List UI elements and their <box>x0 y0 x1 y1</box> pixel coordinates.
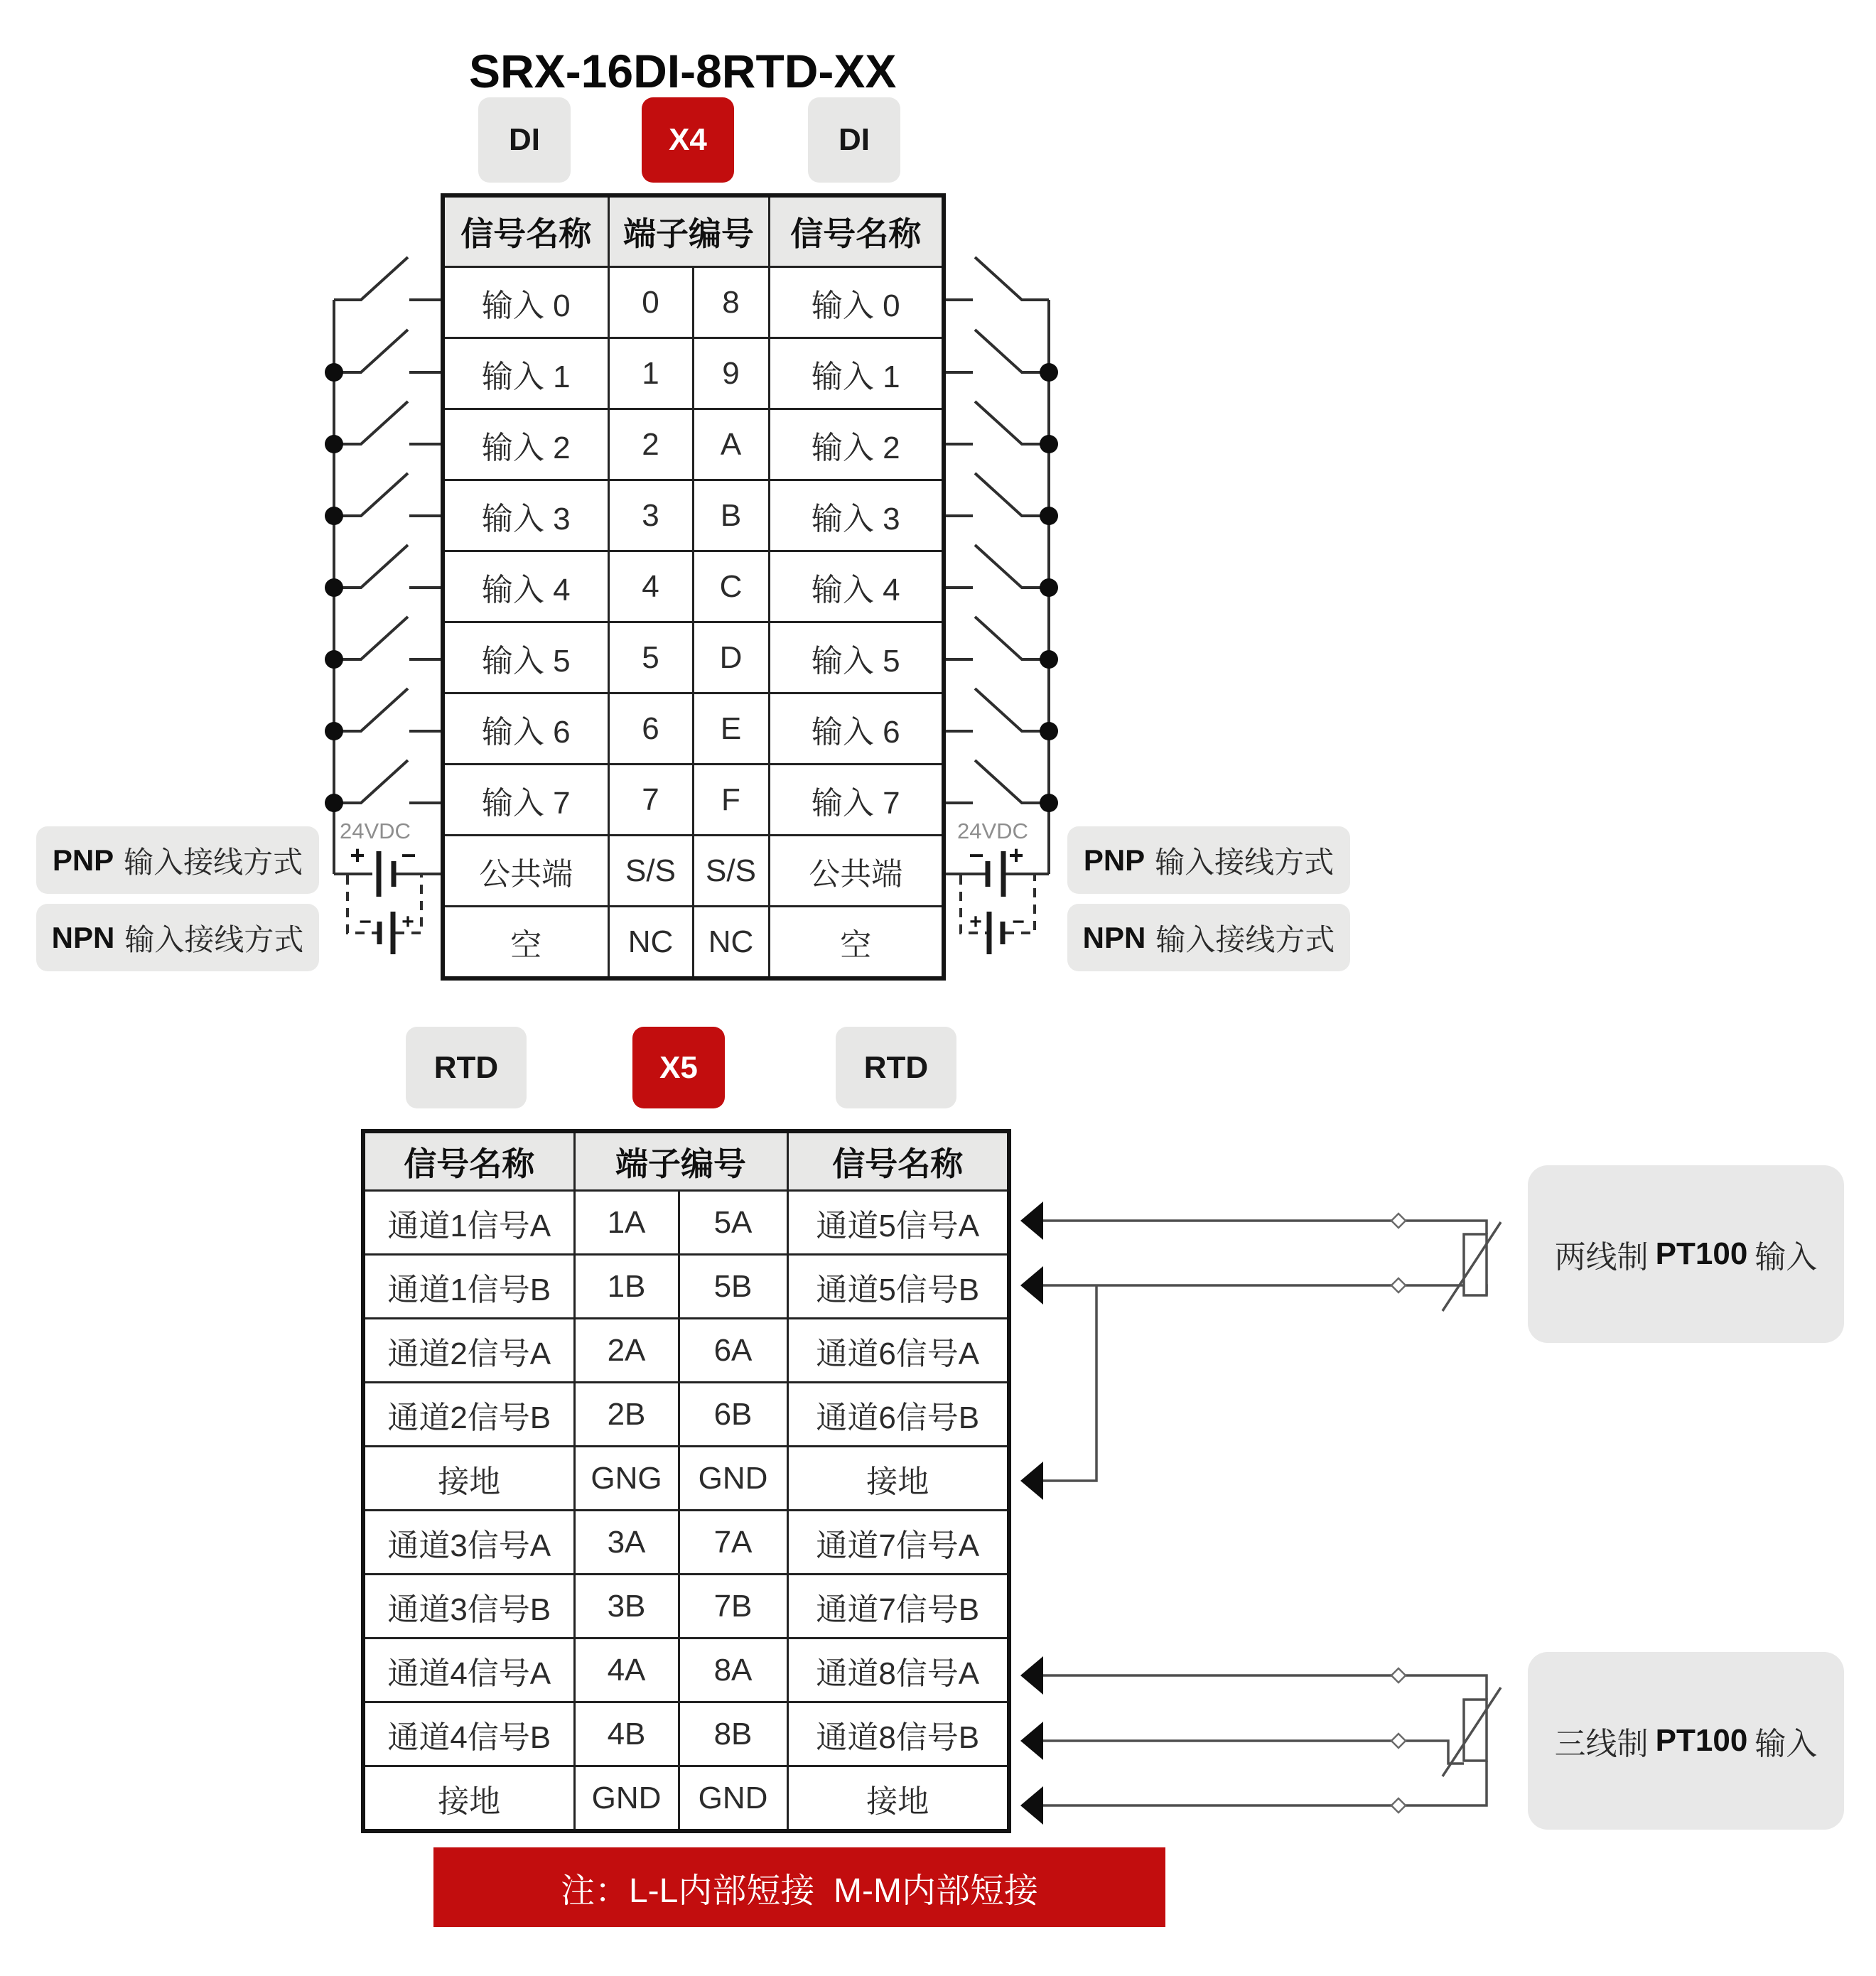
column-header: 信号名称 <box>443 195 608 267</box>
table-cell: F <box>693 765 769 836</box>
table-cell: 7 <box>608 765 693 836</box>
pt100-label: PT100 <box>1655 1236 1748 1271</box>
column-header: 信号名称 <box>363 1131 574 1191</box>
table-cell: 公共端 <box>443 836 608 907</box>
two-wire-pt100-circuit <box>1020 1202 1501 1500</box>
header-row <box>363 1131 1009 1191</box>
table-cell: 输入 1 <box>769 338 944 409</box>
table-cell: 通道6信号B <box>787 1383 1009 1447</box>
junction-dot <box>325 578 343 597</box>
table-row <box>443 338 944 409</box>
table-cell: 3A <box>574 1511 679 1575</box>
table-cell: 4 <box>608 551 693 622</box>
table-row <box>363 1383 1009 1447</box>
table-cell: 1A <box>574 1191 679 1255</box>
wire-connector-diamond <box>1391 1278 1406 1292</box>
table-row <box>443 409 944 480</box>
table-row <box>443 765 944 836</box>
table-cell: 输入 0 <box>443 267 608 338</box>
table-cell: 2B <box>574 1383 679 1447</box>
table-row <box>443 907 944 979</box>
label-post: 输入 <box>1754 1240 1818 1275</box>
table-cell: 8B <box>679 1702 787 1766</box>
three-wire-pt100-circuit <box>1020 1656 1501 1825</box>
table-cell: 输入 5 <box>443 622 608 693</box>
table-cell: 3 <box>608 480 693 551</box>
wiring-mode-text: 输入接线方式 <box>1155 845 1335 879</box>
table-row <box>363 1638 1009 1702</box>
npn-label: NPN <box>51 920 115 954</box>
rtd-resistor-symbol <box>1464 1700 1487 1761</box>
wire-connector-diamond <box>1391 1798 1406 1813</box>
table-cell: 通道8信号B <box>787 1702 1009 1766</box>
table-row <box>363 1511 1009 1575</box>
arrowhead-icon <box>1020 1786 1043 1825</box>
table-row <box>443 267 944 338</box>
di-left-switch-bank <box>325 257 441 874</box>
junction-dot <box>1040 435 1058 453</box>
table-cell: 输入 3 <box>443 480 608 551</box>
junction-dot <box>1040 507 1058 525</box>
table-cell: 输入 6 <box>443 693 608 765</box>
table-cell: 空 <box>443 907 608 979</box>
table-cell: 6B <box>679 1383 787 1447</box>
battery-minus-sign: − <box>359 910 372 934</box>
table-cell: 接地 <box>787 1766 1009 1832</box>
table-cell: NC <box>693 907 769 979</box>
column-header: 端子编号 <box>608 195 769 267</box>
junction-dot <box>1040 794 1058 812</box>
battery-minus-sign: − <box>401 841 416 870</box>
psu-voltage-label: 24VDC <box>340 819 411 843</box>
table-cell: 输入 3 <box>769 480 944 551</box>
table-cell: 输入 7 <box>769 765 944 836</box>
table-cell: 输入 6 <box>769 693 944 765</box>
table-cell: 输入 4 <box>769 551 944 622</box>
table-cell: 输入 2 <box>443 409 608 480</box>
badge-di-left: DI <box>478 97 571 183</box>
junction-dot <box>1040 650 1058 669</box>
table-cell: 输入 7 <box>443 765 608 836</box>
table-row <box>363 1766 1009 1832</box>
table-cell: 接地 <box>787 1447 1009 1511</box>
table-row <box>443 551 944 622</box>
table-cell: 1 <box>608 338 693 409</box>
table-cell: 0 <box>608 267 693 338</box>
table-cell: 通道2信号A <box>363 1319 574 1383</box>
table-cell: B <box>693 480 769 551</box>
table-cell: 9 <box>693 338 769 409</box>
battery-minus-sign: − <box>1012 910 1025 934</box>
arrowhead-icon <box>1020 1722 1043 1760</box>
label-pre: 三线制 <box>1554 1727 1649 1761</box>
pt100-label: PT100 <box>1655 1723 1748 1758</box>
npn-wiring-mode-label-right <box>1067 904 1350 971</box>
table-cell: GNG <box>574 1447 679 1511</box>
table-cell: GND <box>679 1766 787 1832</box>
rtd-terminal-table <box>361 1129 1011 1833</box>
table-cell: 5A <box>679 1191 787 1255</box>
column-header: 信号名称 <box>769 195 944 267</box>
header-row <box>443 195 944 267</box>
pnp-battery-left <box>334 819 441 897</box>
table-cell: 通道7信号B <box>787 1575 1009 1638</box>
psu-voltage-label: 24VDC <box>957 819 1028 843</box>
arrowhead-icon <box>1020 1202 1043 1240</box>
table-cell: 通道1信号A <box>363 1191 574 1255</box>
table-row <box>363 1702 1009 1766</box>
table-cell: 8A <box>679 1638 787 1702</box>
table-cell: 输入 5 <box>769 622 944 693</box>
badge-rtd-right: RTD <box>836 1027 956 1108</box>
wire-connector-diamond <box>1391 1668 1406 1683</box>
badge-rtd-left: RTD <box>406 1027 527 1108</box>
table-cell: 6 <box>608 693 693 765</box>
table-cell: 接地 <box>363 1447 574 1511</box>
table-cell: C <box>693 551 769 622</box>
npn-battery-left <box>347 875 421 954</box>
wiring-mode-text: 输入接线方式 <box>124 922 304 956</box>
junction-dot <box>325 507 343 525</box>
pnp-label: PNP <box>52 843 114 877</box>
rtd-resistor-symbol <box>1464 1234 1487 1295</box>
pnp-wiring-mode-label-left <box>36 826 319 894</box>
wire-connector-diamond <box>1391 1734 1406 1748</box>
battery-plus-sign: + <box>350 841 365 870</box>
label-pre: 两线制 <box>1554 1240 1649 1275</box>
battery-minus-sign: − <box>969 841 984 870</box>
table-cell: 5B <box>679 1255 787 1319</box>
table-cell: E <box>693 693 769 765</box>
wire-connector-diamond <box>1391 1214 1406 1228</box>
table-row <box>363 1447 1009 1511</box>
table-cell: GND <box>574 1766 679 1832</box>
junction-dot <box>1040 578 1058 597</box>
label-post: 输入 <box>1754 1727 1818 1761</box>
table-cell: 接地 <box>363 1766 574 1832</box>
table-row <box>363 1575 1009 1638</box>
badge-connector-x4: X4 <box>642 97 734 183</box>
table-cell: 3B <box>574 1575 679 1638</box>
table-cell: 7A <box>679 1511 787 1575</box>
npn-battery-right <box>961 875 1035 954</box>
junction-dot <box>1040 722 1058 740</box>
table-cell: 4B <box>574 1702 679 1766</box>
di-right-switch-bank <box>942 257 1058 874</box>
table-row <box>443 693 944 765</box>
table-row <box>443 622 944 693</box>
junction-dot <box>325 722 343 740</box>
table-cell: A <box>693 409 769 480</box>
table-cell: 输入 4 <box>443 551 608 622</box>
junction-dot <box>325 435 343 453</box>
table-cell: 6A <box>679 1319 787 1383</box>
column-header: 信号名称 <box>787 1131 1009 1191</box>
table-cell: D <box>693 622 769 693</box>
npn-wiring-mode-label-left <box>36 904 319 971</box>
table-cell: 输入 2 <box>769 409 944 480</box>
arrowhead-icon <box>1020 1656 1043 1695</box>
table-cell: 通道4信号B <box>363 1702 574 1766</box>
table-cell: 通道5信号A <box>787 1191 1009 1255</box>
table-row <box>363 1191 1009 1255</box>
arrowhead-icon <box>1020 1462 1043 1500</box>
pnp-label: PNP <box>1083 843 1145 877</box>
table-cell: 5 <box>608 622 693 693</box>
table-cell: 通道6信号A <box>787 1319 1009 1383</box>
table-cell: GND <box>679 1447 787 1511</box>
three-wire-pt100-label <box>1528 1652 1844 1830</box>
table-cell: 4A <box>574 1638 679 1702</box>
junction-dot <box>325 363 343 382</box>
table-cell: 8 <box>693 267 769 338</box>
table-cell: 2A <box>574 1319 679 1383</box>
badge-di-right: DI <box>808 97 900 183</box>
column-header: 端子编号 <box>574 1131 787 1191</box>
table-cell: S/S <box>693 836 769 907</box>
junction-dot <box>325 650 343 669</box>
battery-plus-sign: + <box>1008 841 1024 870</box>
table-cell: 通道5信号B <box>787 1255 1009 1319</box>
table-row <box>443 480 944 551</box>
wiring-mode-text: 输入接线方式 <box>124 845 303 879</box>
table-cell: 通道3信号A <box>363 1511 574 1575</box>
badge-connector-x5: X5 <box>632 1027 725 1108</box>
junction-dot <box>1040 363 1058 382</box>
table-cell: 通道4信号A <box>363 1638 574 1702</box>
page-title: SRX-16DI-8RTD-XX <box>469 45 897 97</box>
wiring-mode-text: 输入接线方式 <box>1155 922 1335 956</box>
table-cell: 通道7信号A <box>787 1511 1009 1575</box>
two-wire-pt100-label <box>1528 1165 1844 1343</box>
table-row <box>443 836 944 907</box>
arrowhead-icon <box>1020 1266 1043 1305</box>
table-cell: 2 <box>608 409 693 480</box>
battery-plus-sign: + <box>401 910 414 934</box>
table-cell: 通道2信号B <box>363 1383 574 1447</box>
battery-plus-sign: + <box>969 910 982 934</box>
table-cell: 公共端 <box>769 836 944 907</box>
table-row <box>363 1255 1009 1319</box>
table-cell: 输入 0 <box>769 267 944 338</box>
table-cell: 7B <box>679 1575 787 1638</box>
internal-jumper-note: 注：L-L内部短接 M-M内部短接 <box>433 1847 1165 1927</box>
table-cell: 空 <box>769 907 944 979</box>
table-cell: 通道8信号A <box>787 1638 1009 1702</box>
table-cell: NC <box>608 907 693 979</box>
table-cell: 1B <box>574 1255 679 1319</box>
pnp-wiring-mode-label-right <box>1067 826 1350 894</box>
table-row <box>363 1319 1009 1383</box>
junction-dot <box>325 794 343 812</box>
table-cell: S/S <box>608 836 693 907</box>
npn-label: NPN <box>1082 920 1146 954</box>
table-cell: 通道3信号B <box>363 1575 574 1638</box>
pnp-battery-right <box>942 819 1049 897</box>
di-terminal-table <box>441 193 946 981</box>
table-cell: 输入 1 <box>443 338 608 409</box>
table-cell: 通道1信号B <box>363 1255 574 1319</box>
